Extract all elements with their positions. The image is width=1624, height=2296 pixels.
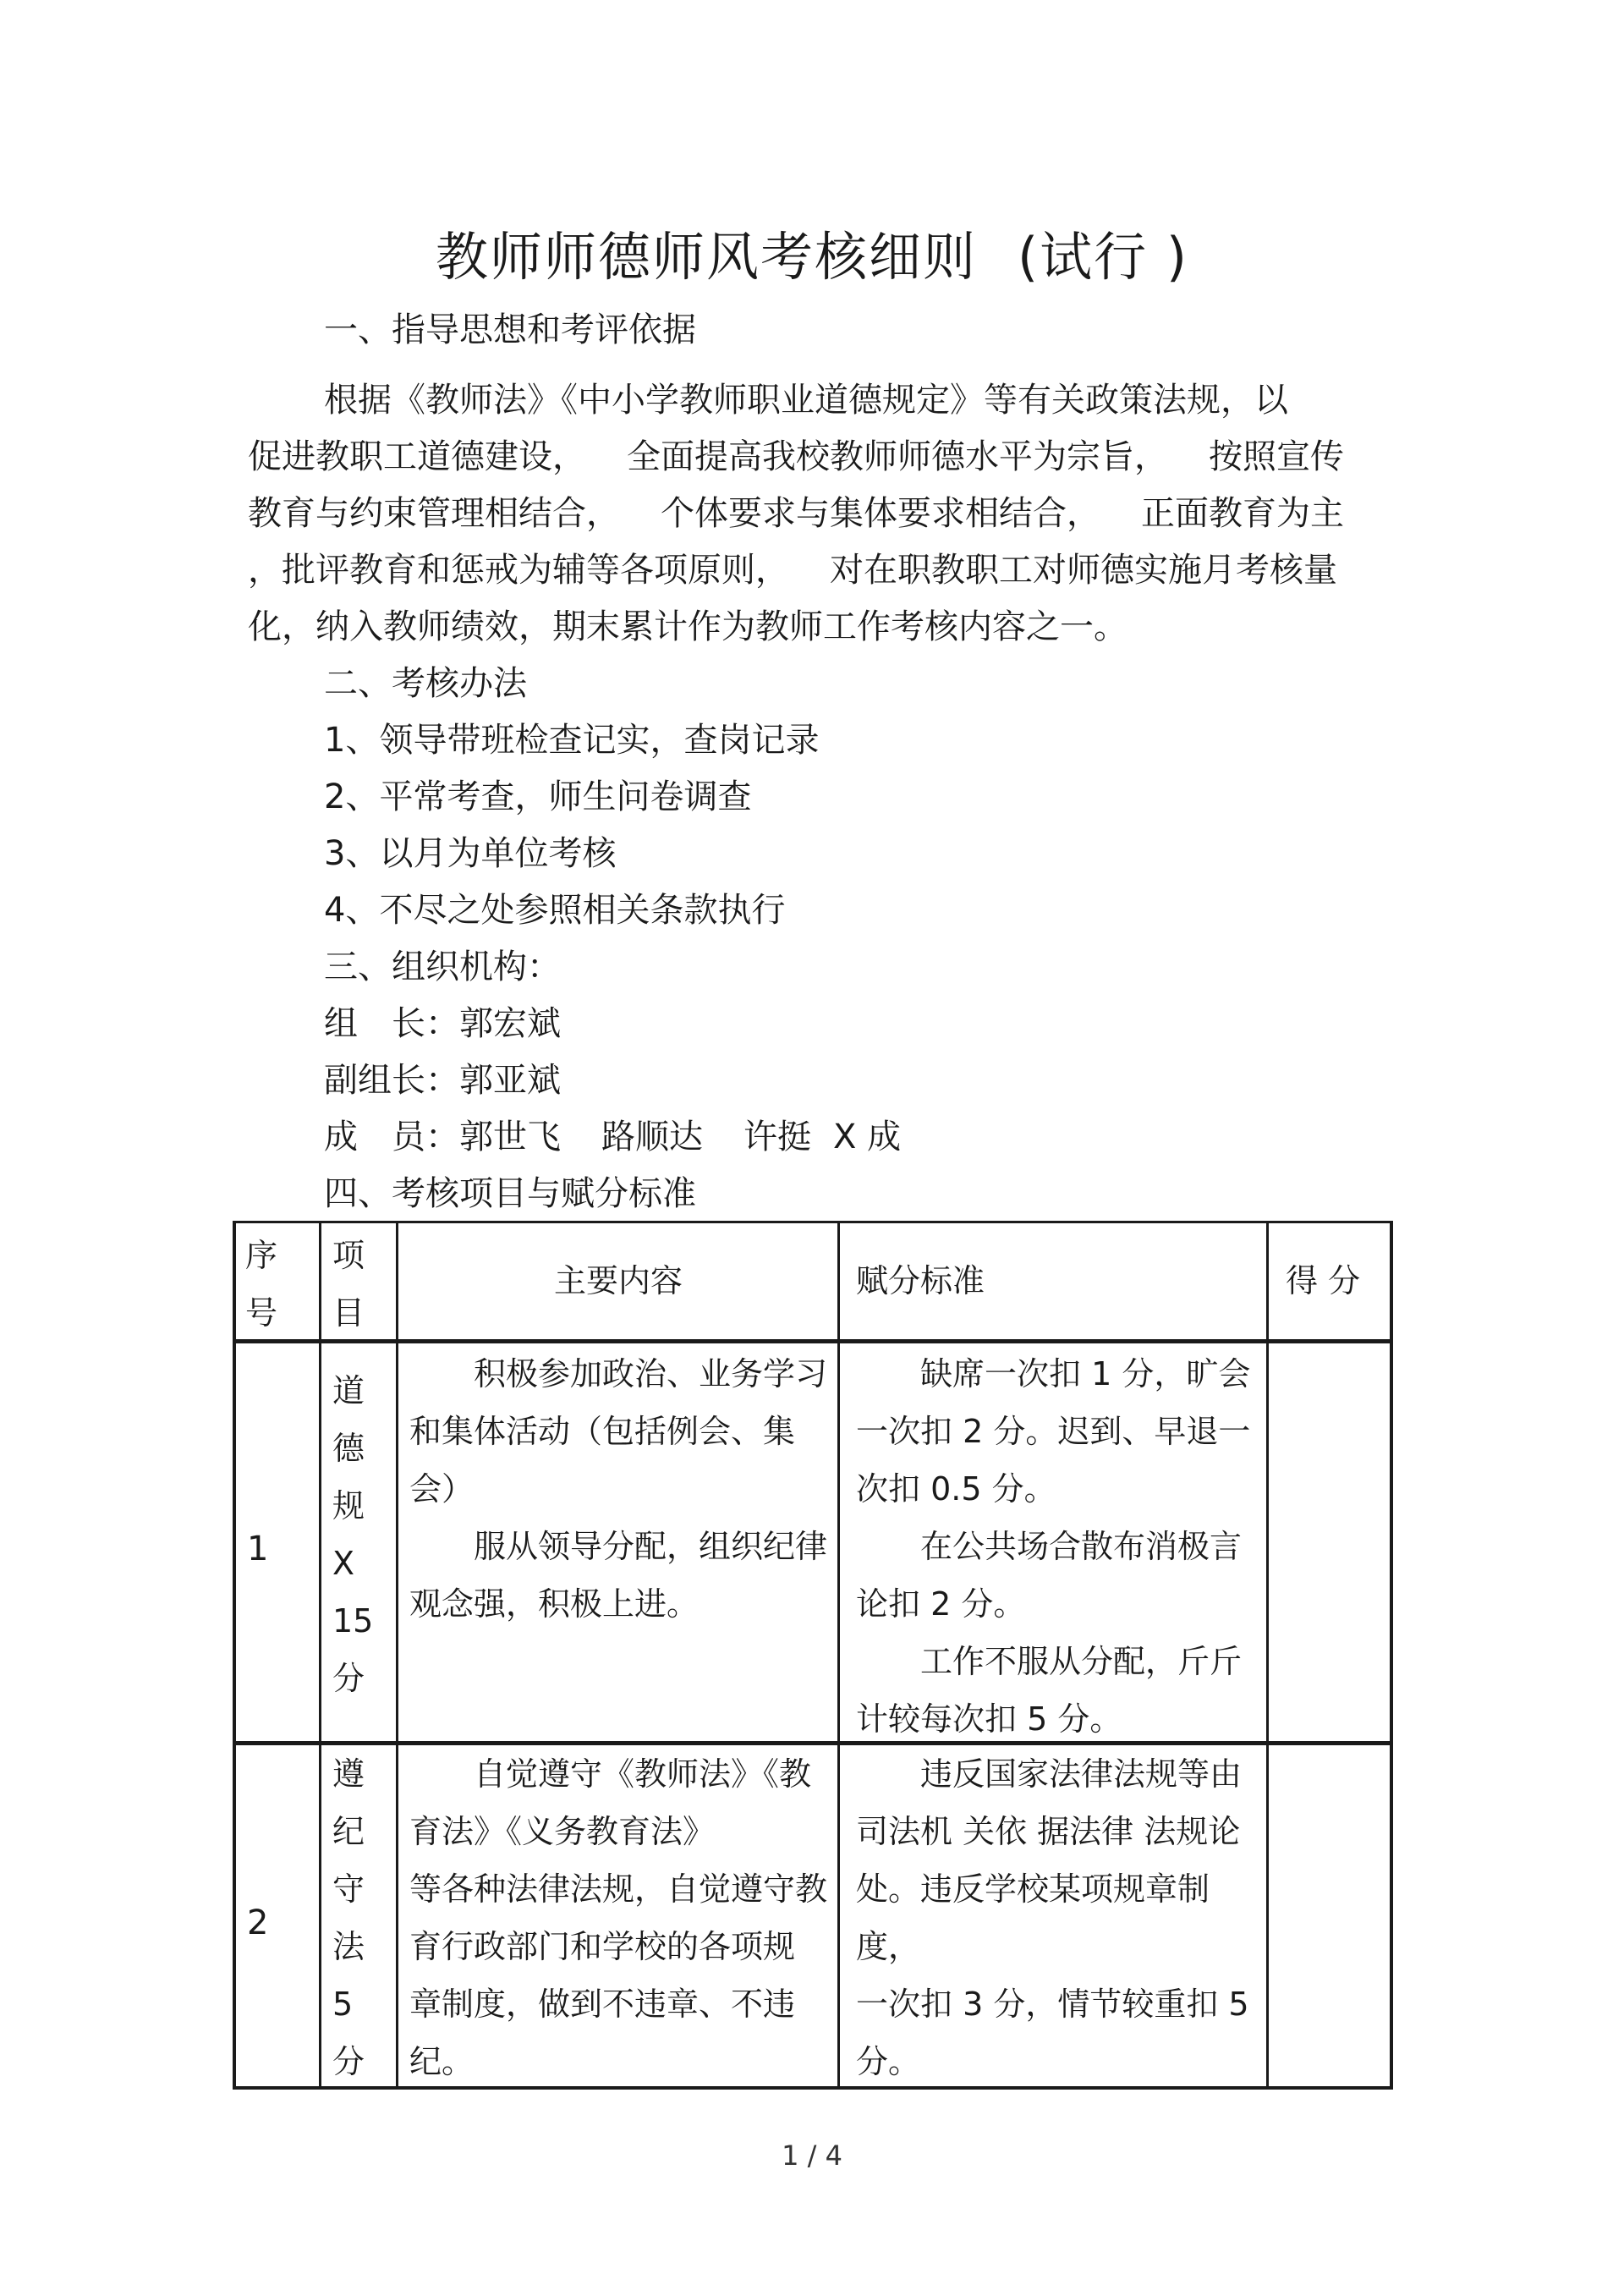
- header-score: 得 分: [1286, 1262, 1361, 1299]
- row-2-content: 自觉遵守《教师法》《教 育法》《义务教育法》 等各种法律法规，自觉遵守教 育行政部门和学校的各项规 章制度，做到不违章、不违纪。: [409, 1755, 828, 2080]
- table-border-left: [233, 1221, 236, 2090]
- paragraph-line: ，批评教育和惩戒为辅等各项原则， 对在职教职工对师德实施月考核量: [248, 551, 1337, 590]
- method-item: 2、平常考查，师生问卷调查: [324, 777, 752, 816]
- title-suffix: (试行 ): [1017, 226, 1189, 288]
- section-2-heading: 二、考核办法: [324, 664, 527, 703]
- row-2-item: 遵 纪 守 法 5 分: [332, 1755, 365, 2080]
- method-item: 3、以月为单位考核: [324, 834, 617, 873]
- row-2-number: 2: [247, 1903, 269, 1942]
- row-1-item: 道 德 规 X 15 分: [332, 1372, 374, 1697]
- paragraph-line: 根据《教师法》《中小学教师职业道德规定》等有关政策法规，以: [324, 381, 1288, 420]
- table-col-divider: [396, 1221, 398, 2090]
- paragraph-line: 教育与约束管理相结合， 个体要求与集体要求相结合， 正面教育为主: [248, 494, 1344, 533]
- paragraph-line: 化，纳入教师绩效，期末累计作为教师工作考核内容之一。: [248, 607, 1127, 646]
- header-standard: 赋分标准: [856, 1262, 985, 1299]
- table-header-divider: [233, 1339, 1393, 1343]
- method-item: 4、不尽之处参照相关条款执行: [324, 891, 786, 930]
- section-4-heading: 四、考核项目与赋分标准: [324, 1174, 696, 1213]
- org-members: 成 员：郭世飞 路顺达 许挺 X 成: [324, 1118, 902, 1156]
- paragraph-line: 促进教职工道德建设， 全面提高我校教师师德水平为宗旨， 按照宣传: [248, 437, 1344, 476]
- page-indicator: 1 / 4: [782, 2139, 842, 2172]
- method-item: 1、领导带班检查记实，查岗记录: [324, 721, 820, 760]
- header-content: 主要内容: [553, 1262, 683, 1299]
- row-1-number: 1: [247, 1530, 269, 1568]
- table-col-divider: [319, 1221, 321, 2090]
- table-border-top: [233, 1221, 1393, 1223]
- table-border-right: [1390, 1221, 1393, 2090]
- title-text: 教师师德师风考核细则: [435, 226, 977, 288]
- row-1-standard: 缺席一次扣 1 分，旷会 一次扣 2 分。迟到、早退一 次扣 0.5 分。 在公共场合散布消极言 论扣 2 分。 工作不服从分配，斤斤 计较每次扣 5 分。: [856, 1355, 1251, 1738]
- header-seq: 序 号: [245, 1237, 278, 1332]
- org-leader: 组 长：郭宏斌: [324, 1004, 561, 1043]
- org-deputy: 副组长：郭亚斌: [324, 1061, 561, 1100]
- section-3-heading: 三、组织机构：: [324, 948, 561, 986]
- header-item: 项 目: [332, 1237, 365, 1332]
- row-2-standard: 违反国家法律法规等由 司法机 关依 据法律 法规论 处。违反学校某项规章制度， 一次扣 3 分，情节较重扣 5 分。: [856, 1755, 1249, 2080]
- table-col-divider: [837, 1221, 840, 2090]
- table-col-divider: [1266, 1221, 1269, 2090]
- row-1-content: 积极参加政治、业务学习 和集体活动（包括例会、集会） 服从领导分配，组织纪律 观念强，积极上进。: [409, 1355, 828, 1623]
- section-1-heading: 一、指导思想和考评依据: [324, 310, 696, 349]
